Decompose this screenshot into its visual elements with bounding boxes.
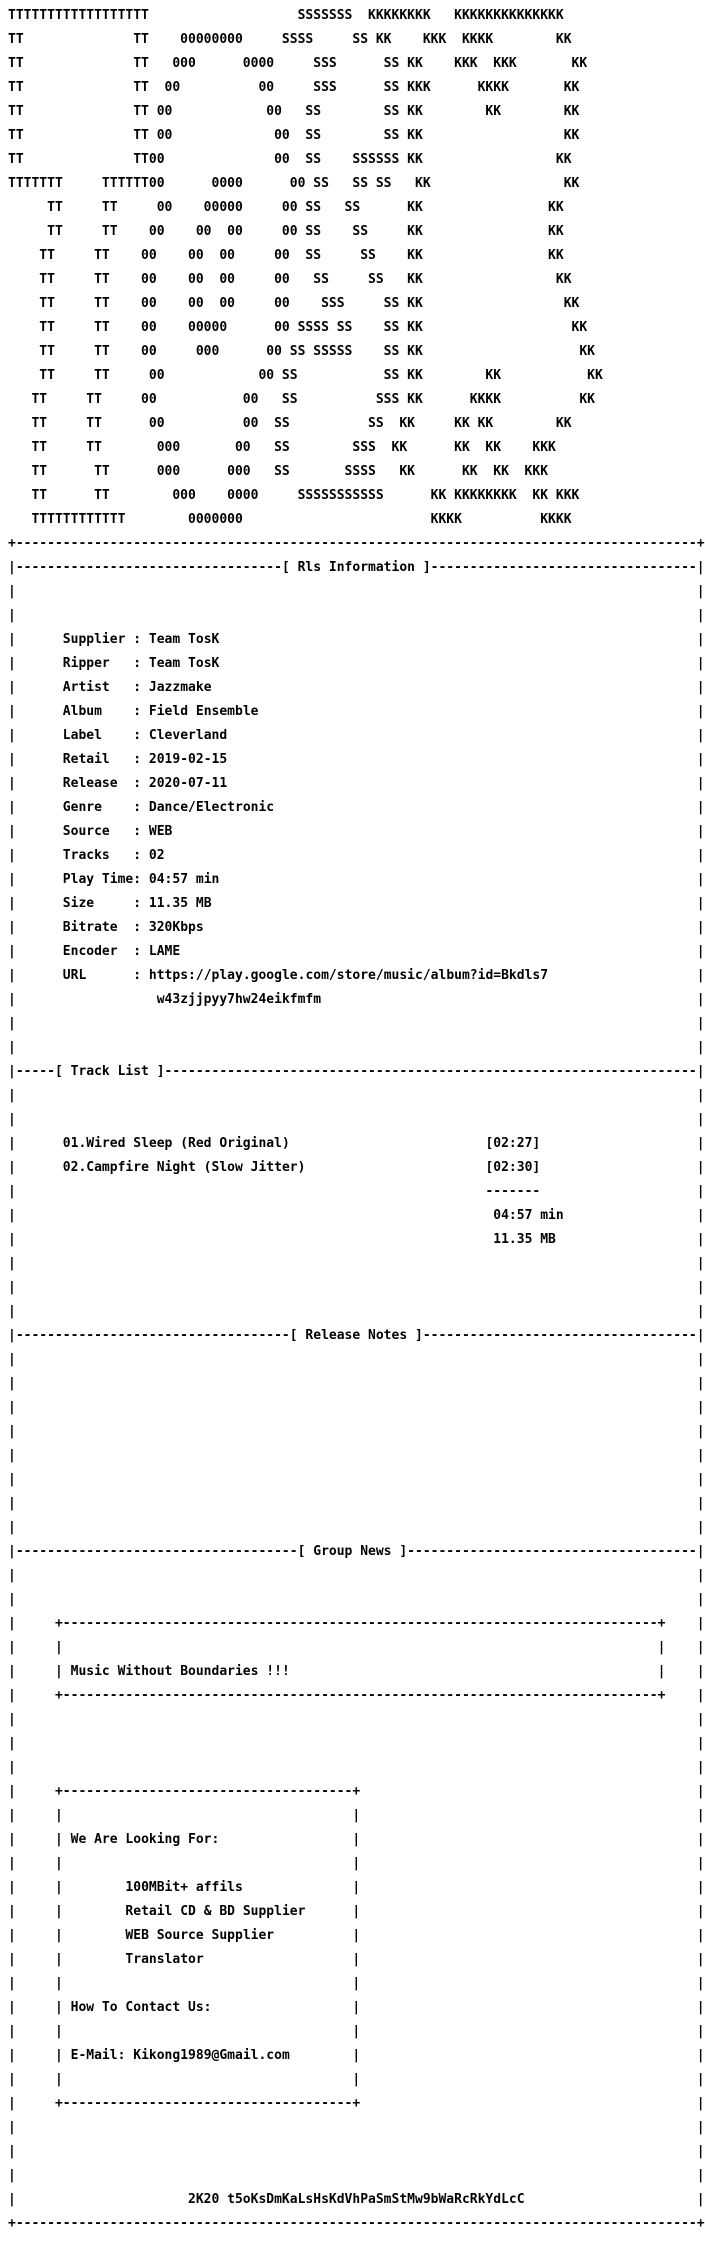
url-continuation: | w43zjjpyy7hw24eikfmfm | bbox=[8, 992, 705, 1007]
blank-line: | | bbox=[8, 1400, 705, 1415]
logo-line bbox=[8, 514, 672, 526]
track-title: 02.Campfire Night (Slow Jitter) bbox=[62, 1160, 306, 1175]
logo-text: TT TT 00 00000 00 SS SS KK KK bbox=[8, 200, 564, 215]
logo-text: TT TT 00 00 00 00 SS SS KK KK bbox=[8, 248, 564, 263]
motto-line: | | Music Without Boundaries !!! | | bbox=[8, 1664, 705, 1679]
field-label: Retail bbox=[62, 752, 134, 767]
blank-line: | | bbox=[8, 1568, 705, 1583]
logo-text: TT TT 00 00000 00 SSSS SS SS KK KK bbox=[8, 320, 588, 335]
field-value: Field Ensemble bbox=[148, 704, 259, 719]
blank-line: | | bbox=[8, 1280, 705, 1295]
frame-top: +---------------------------------------------------------------------------------------+ bbox=[8, 536, 705, 551]
logo-text: TT TT 000 0000 SSS SS KK KKK KKK KK bbox=[8, 56, 588, 71]
total-time-value: 04:57 min bbox=[493, 1208, 564, 1223]
looking-item: Translator bbox=[125, 1952, 204, 1967]
field-value: 320Kbps bbox=[148, 920, 204, 935]
rls-field-14: | URL : https://play.google.com/store/music/album?id=Bkdls7 | bbox=[8, 968, 705, 983]
logo-line bbox=[8, 370, 672, 382]
looking-item-2: | | WEB Source Supplier | | bbox=[8, 1928, 705, 1943]
logo-line bbox=[8, 442, 672, 454]
blank-line: | | bbox=[8, 1736, 705, 1751]
logo-text: TT TT 000 00 SS SSS KK KK KK KKK bbox=[8, 440, 556, 455]
rls-field-11: | Size : 11.35 MB | bbox=[8, 896, 705, 911]
rls-field-3: | Album : Field Ensemble | bbox=[8, 704, 705, 719]
field-label: Artist bbox=[62, 680, 134, 695]
logo-line bbox=[8, 178, 672, 190]
motto-box-top: | +----------------------------------------------------------------------------+ | bbox=[8, 1616, 705, 1631]
logo-line bbox=[8, 34, 672, 46]
field-label: Supplier bbox=[62, 632, 134, 647]
logo-line bbox=[8, 298, 672, 310]
logo-line bbox=[8, 490, 672, 502]
field-value: 02 bbox=[148, 848, 165, 863]
blank-line: | | bbox=[8, 1040, 705, 1055]
track-0: | 01.Wired Sleep (Red Original) [02:27] | bbox=[8, 1136, 705, 1151]
notes-header: |-----------------------------------[ Release Notes ]-----------------------------------| bbox=[8, 1328, 705, 1343]
logo-line bbox=[8, 202, 672, 214]
blank-line: | | bbox=[8, 1712, 705, 1727]
email-line: | | E-Mail: Kikong1989@Gmail.com | | bbox=[8, 2048, 705, 2063]
looking-item-1: | | Retail CD & BD Supplier | | bbox=[8, 1904, 705, 1919]
logo-line bbox=[8, 154, 672, 166]
looking-item-0: | | 100MBit+ affils | | bbox=[8, 1880, 705, 1895]
logo-text: TT TT 000 0000 SSSSSSSSSSS KK KKKKKKKK KK KKK bbox=[8, 488, 580, 503]
field-label: Album bbox=[62, 704, 134, 719]
track-duration: [02:30] bbox=[485, 1160, 541, 1175]
logo-line bbox=[8, 466, 672, 478]
motto-box-line: | | | | bbox=[8, 1640, 705, 1655]
blank-line: | | bbox=[8, 1304, 705, 1319]
rls-field-12: | Bitrate : 320Kbps | bbox=[8, 920, 705, 935]
field-value: 11.35 MB bbox=[148, 896, 212, 911]
field-value: Team TosK bbox=[148, 656, 220, 671]
field-value: Team TosK bbox=[148, 632, 220, 647]
blank-line: | | bbox=[8, 2120, 705, 2135]
logo-text: TT TT 00 00 SS SS KK KK KK bbox=[8, 368, 603, 383]
rls-field-7: | Genre : Dance/Electronic | bbox=[8, 800, 705, 815]
news-header: |------------------------------------[ Group News ]-------------------------------------| bbox=[8, 1544, 705, 1559]
total-size: | 11.35 MB | bbox=[8, 1232, 705, 1247]
blank-line: | | bbox=[8, 1520, 705, 1535]
field-label: URL bbox=[62, 968, 134, 983]
track-1: | 02.Campfire Night (Slow Jitter) [02:30] | bbox=[8, 1160, 705, 1175]
blank-line: | | bbox=[8, 1448, 705, 1463]
recruit-blank: | | | | bbox=[8, 2024, 705, 2039]
logo-line bbox=[8, 10, 672, 22]
notes-header-title: [ Release Notes ] bbox=[289, 1328, 423, 1343]
field-value: LAME bbox=[148, 944, 181, 959]
field-value: WEB bbox=[148, 824, 173, 839]
looking-item-3: | | Translator | | bbox=[8, 1952, 705, 1967]
field-value: Dance/Electronic bbox=[148, 800, 275, 815]
recruit-blank: | | | | bbox=[8, 1976, 705, 1991]
recruit-blank: | | | | bbox=[8, 1808, 705, 1823]
logo-line bbox=[8, 274, 672, 286]
motto-text: Music Without Boundaries !!! bbox=[70, 1664, 290, 1679]
track-duration: [02:27] bbox=[485, 1136, 541, 1151]
logo-line bbox=[8, 58, 672, 70]
blank-line: | | bbox=[8, 1016, 705, 1031]
frame-bottom: +---------------------------------------------------------------------------------------+ bbox=[8, 2216, 705, 2231]
total-rule: | ------- | bbox=[8, 1184, 705, 1199]
blank-line: | | bbox=[8, 1472, 705, 1487]
recruit-box-bottom: | +-------------------------------------+ | bbox=[8, 2096, 705, 2111]
blank-line: | | bbox=[8, 1376, 705, 1391]
news-header-title: [ Group News ] bbox=[297, 1544, 408, 1559]
field-label: Genre bbox=[62, 800, 134, 815]
total-time: | 04:57 min | bbox=[8, 1208, 705, 1223]
field-value: Jazzmake bbox=[148, 680, 212, 695]
rls-field-4: | Label : Cleverland | bbox=[8, 728, 705, 743]
field-label: Release bbox=[62, 776, 134, 791]
field-label: Source bbox=[62, 824, 134, 839]
recruit-blank: | | | | bbox=[8, 2072, 705, 2087]
field-label: Bitrate bbox=[62, 920, 134, 935]
logo-text: TT TT 00 000 00 SS SSSSS SS KK KK bbox=[8, 344, 595, 359]
logo-text: TTTTTTTTTTTTTTTTTT SSSSSSS KKKKKKKK KKKKKKKKKKKKKK bbox=[8, 8, 564, 23]
blank-line: | | bbox=[8, 2144, 705, 2159]
looking-item: Retail CD & BD Supplier bbox=[125, 1904, 306, 1919]
logo-text: TT TT 00 00 00 00 SS SS KK KK bbox=[8, 272, 572, 287]
recruit-blank: | | | | bbox=[8, 1856, 705, 1871]
footer-text: 2K20 t5oKsDmKaLsHsKdVhPaSmStMw9bWaRcRkYdLcC bbox=[188, 2192, 525, 2207]
tracklist-header-title: [ Track List ] bbox=[54, 1064, 165, 1079]
logo-line bbox=[8, 394, 672, 406]
field-value: 2019-02-15 bbox=[148, 752, 228, 767]
field-label: Play Time bbox=[62, 872, 134, 887]
logo-text: TT TT 00 00 SS SS KK KK KK KK bbox=[8, 416, 572, 431]
looking-title: | | We Are Looking For: | | bbox=[8, 1832, 705, 1847]
total-size-value: 11.35 MB bbox=[493, 1232, 556, 1247]
motto-box-bottom: | +----------------------------------------------------------------------------+ | bbox=[8, 1688, 705, 1703]
blank-line: | | bbox=[8, 1592, 705, 1607]
logo-text: TT TT 00000000 SSSS SS KK KKK KKKK KK bbox=[8, 32, 572, 47]
logo-text: TT TT 000 000 SS SSSS KK KK KK KKK bbox=[8, 464, 549, 479]
total-rule-text: ------- bbox=[485, 1184, 541, 1199]
field-value: 2020-07-11 bbox=[148, 776, 228, 791]
blank-line: | | bbox=[8, 1112, 705, 1127]
rls-field-5: | Retail : 2019-02-15 | bbox=[8, 752, 705, 767]
logo-line bbox=[8, 418, 672, 430]
blank-line: | | bbox=[8, 1424, 705, 1439]
logo-line bbox=[8, 250, 672, 262]
email-value: Kikong1989@Gmail.com bbox=[133, 2048, 290, 2063]
footer-line: | 2K20 t5oKsDmKaLsHsKdVhPaSmStMw9bWaRcRkYdLcC | bbox=[8, 2192, 705, 2207]
blank-line: | | bbox=[8, 1256, 705, 1271]
rls-field-2: | Artist : Jazzmake | bbox=[8, 680, 705, 695]
field-label: Size bbox=[62, 896, 134, 911]
logo-text: TT TT 00 00 SS SSS KK KKKK KK bbox=[8, 392, 595, 407]
logo-line bbox=[8, 106, 672, 118]
blank-line: | | bbox=[8, 608, 705, 623]
logo-text: TT TT 00 00 00 00 SS SS KK KK bbox=[8, 224, 564, 239]
blank-line: | | bbox=[8, 1352, 705, 1367]
logo-line bbox=[8, 130, 672, 142]
logo-line bbox=[8, 322, 672, 334]
logo-line bbox=[8, 346, 672, 358]
blank-line: | | bbox=[8, 2168, 705, 2183]
field-value: https://play.google.com/store/music/album?id=Bkdls7 bbox=[148, 968, 549, 983]
contact-title-text: How To Contact Us: bbox=[70, 2000, 212, 2015]
rls-header-title: [ Rls Information ] bbox=[281, 560, 431, 575]
logo-text: TT TT00 00 SS SSSSSS KK KK bbox=[8, 152, 572, 167]
tracklist-header: |-----[ Track List ]--------------------------------------------------------------------| bbox=[8, 1064, 705, 1079]
rls-header: |----------------------------------[ Rls Information ]----------------------------------| bbox=[8, 560, 705, 575]
logo-text: TTTTTTT TTTTTT00 0000 00 SS SS SS KK KK bbox=[8, 176, 580, 191]
rls-field-10: | Play Time: 04:57 min | bbox=[8, 872, 705, 887]
blank-line: | | bbox=[8, 584, 705, 599]
field-label: Ripper bbox=[62, 656, 134, 671]
logo-text: TT TT 00 00 SS SS KK KK KK bbox=[8, 104, 580, 119]
logo-text: TT TT 00 00 SS SS KK KK bbox=[8, 128, 580, 143]
logo-text: TTTTTTTTTTTT 0000000 KKKK KKKK bbox=[8, 512, 572, 527]
logo-line bbox=[8, 226, 672, 238]
looking-item: WEB Source Supplier bbox=[125, 1928, 275, 1943]
rls-field-9: | Tracks : 02 | bbox=[8, 848, 705, 863]
field-label: Encoder bbox=[62, 944, 134, 959]
looking-item: 100MBit+ affils bbox=[125, 1880, 243, 1895]
track-title: 01.Wired Sleep (Red Original) bbox=[62, 1136, 290, 1151]
logo-text: TT TT 00 00 SSS SS KKK KKKK KK bbox=[8, 80, 580, 95]
field-value: 04:57 min bbox=[148, 872, 220, 887]
logo-line bbox=[8, 82, 672, 94]
rls-field-1: | Ripper : Team TosK | bbox=[8, 656, 705, 671]
rls-field-8: | Source : WEB | bbox=[8, 824, 705, 839]
rls-field-13: | Encoder : LAME | bbox=[8, 944, 705, 959]
recruit-box-top: | +-------------------------------------+ | bbox=[8, 1784, 705, 1799]
blank-line: | | bbox=[8, 1496, 705, 1511]
rls-field-6: | Release : 2020-07-11 | bbox=[8, 776, 705, 791]
field-value: Cleverland bbox=[148, 728, 228, 743]
logo-text: TT TT 00 00 00 00 SSS SS KK KK bbox=[8, 296, 580, 311]
contact-title: | | How To Contact Us: | | bbox=[8, 2000, 705, 2015]
rls-field-0: | Supplier : Team TosK | bbox=[8, 632, 705, 647]
url-continuation-value: w43zjjpyy7hw24eikfmfm bbox=[156, 992, 322, 1007]
email-label: E-Mail: bbox=[70, 2048, 126, 2063]
blank-line: | | bbox=[8, 1088, 705, 1103]
blank-line: | | bbox=[8, 1760, 705, 1775]
field-label: Tracks bbox=[62, 848, 134, 863]
field-label: Label bbox=[62, 728, 134, 743]
looking-title-text: We Are Looking For: bbox=[70, 1832, 220, 1847]
